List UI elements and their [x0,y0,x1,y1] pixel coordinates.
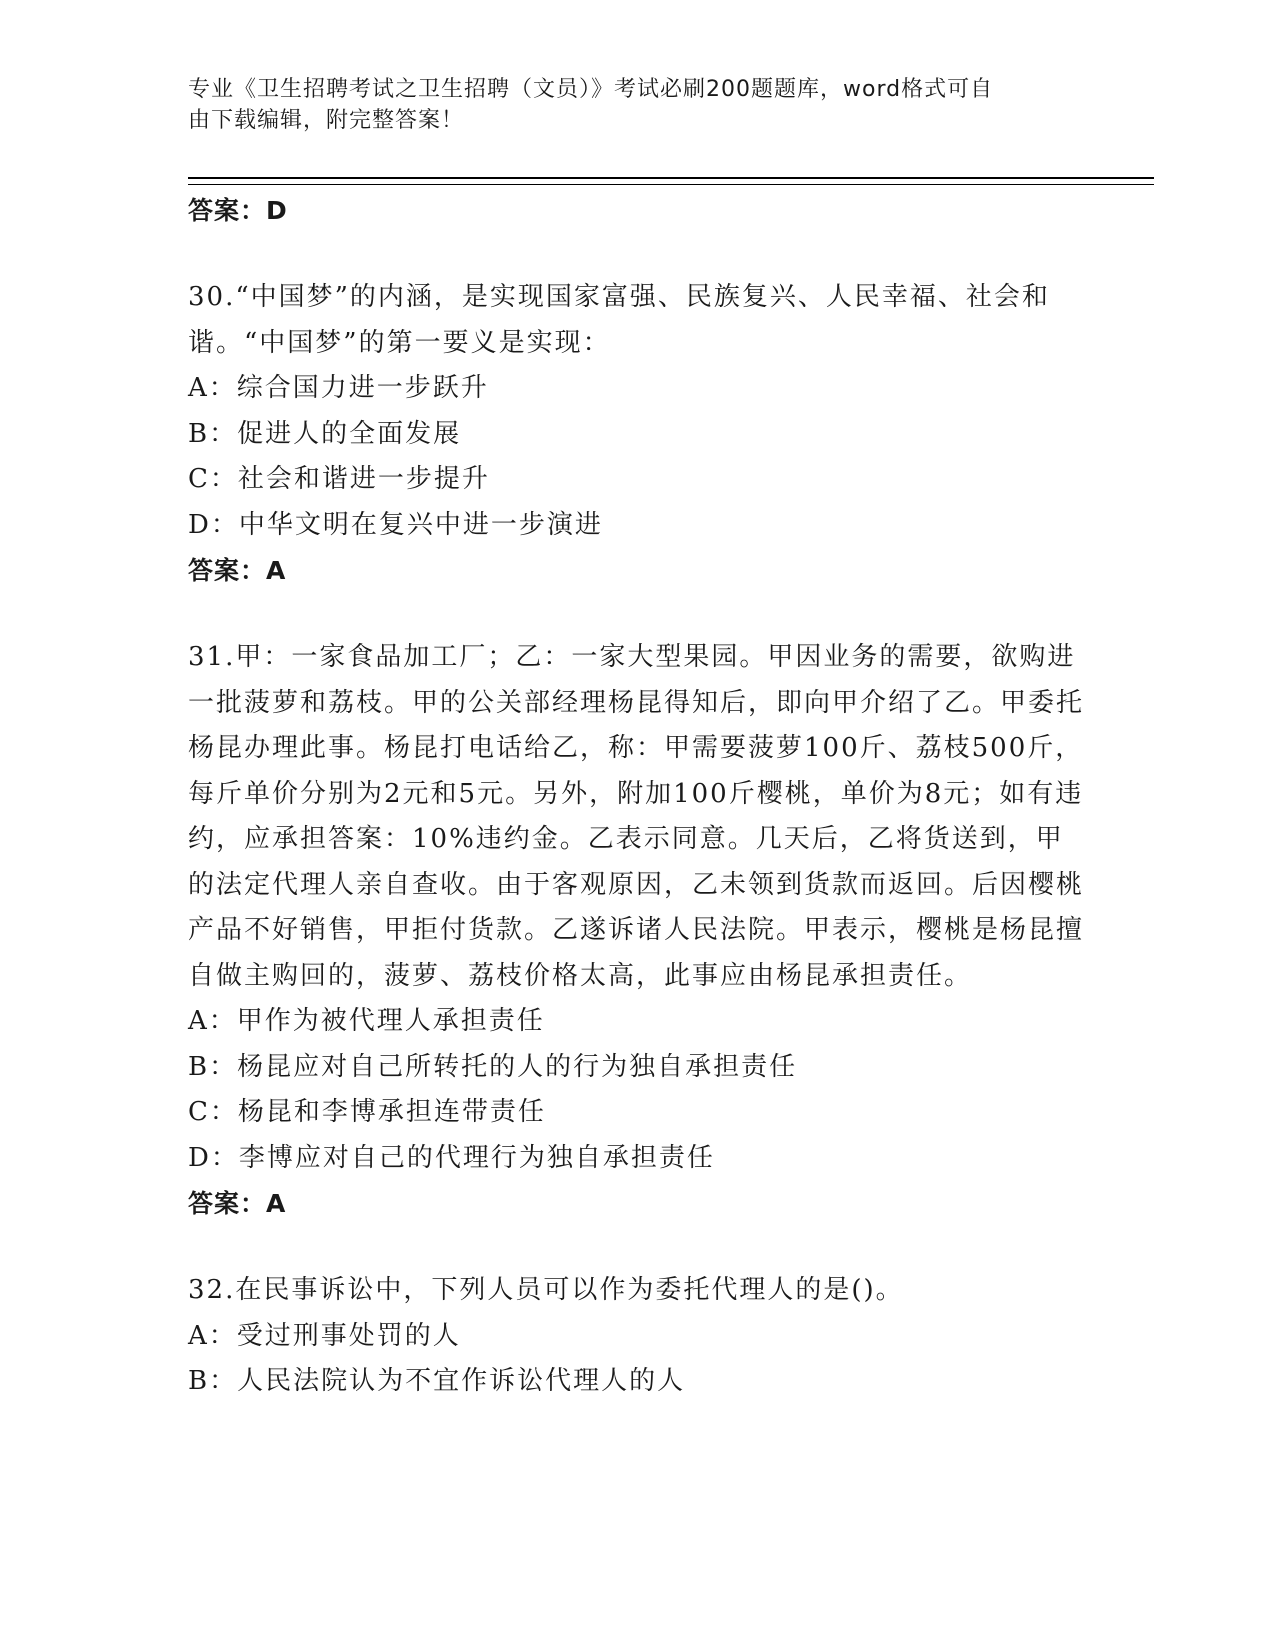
question-30-option-d: D：中华文明在复兴中进一步演进 [188,509,603,540]
header-rule-thin [188,184,1154,185]
question-30-option-a: A：综合国力进一步跃升 [188,373,489,403]
question-31-option-c: C：杨昆和李博承担连带责任 [188,1097,546,1127]
question-31-option-b: B：杨昆应对自己所转托的人的行为独自承担责任 [188,1051,798,1082]
answer-q29: 答案：D [188,196,288,225]
question-block-31 [188,635,1088,1226]
header-line-1: 专业《卫生招聘考试之卫生招聘（文员）》考试必刷200题题库，word格式可自 [188,77,994,102]
question-30-text: 30.“中国梦”的内涵，是实现国家富强、民族复兴、人民幸福、社会和谐。“中国梦”的第一要义是实现： [188,282,1050,358]
question-31-option-d: D：李博应对自己的代理行为独自承担责任 [188,1142,715,1173]
question-block-30 [188,275,1088,593]
question-31-option-a: A：甲作为被代理人承担责任 [188,1006,545,1036]
header-line-2: 由下载编辑，附完整答案！ [188,108,465,133]
question-30-option-b: B：促进人的全面发展 [188,418,462,449]
answer-q31: 答案：A [188,1189,287,1218]
question-32-option-b: B：人民法院认为不宜作诉讼代理人的人 [188,1366,686,1396]
question-32-option-a: A：受过刑事处罚的人 [188,1320,461,1351]
page-header [188,74,1068,136]
question-30-option-c: C：社会和谐进一步提升 [188,464,490,494]
answer-q30: 答案：A [188,556,287,585]
question-content [188,188,1088,1405]
question-31-text: 31.甲：一家食品加工厂；乙：一家大型果园。甲因业务的需要，欲购进一批菠萝和荔枝。甲的公关部经理杨昆得知后，即向甲介绍了乙。甲委托杨昆办理此事。杨昆打电话给乙，称：甲需要菠萝100斤、荔枝500斤，每斤单价分别为2元和5元。另外，附加100斤樱桃，单价为8元；如有违约，应承担答案：10%违约金。乙表示同意。几天后，乙将货送到，甲的法定代理人亲自查收。由于客观原因，乙未领到货款而返回。后因樱桃产品不好销售，甲拒付货款。乙遂诉诸人民法院。甲表示，樱桃是杨昆擅自做主购回的，菠萝、荔枝价格太高，此事应由杨昆承担责任。 [188,642,1085,991]
question-block-32 [188,1268,1088,1405]
header-rule-thick [188,177,1154,179]
question-32-text: 32.在民事诉讼中，下列人员可以作为委托代理人的是()。 [188,1275,904,1305]
